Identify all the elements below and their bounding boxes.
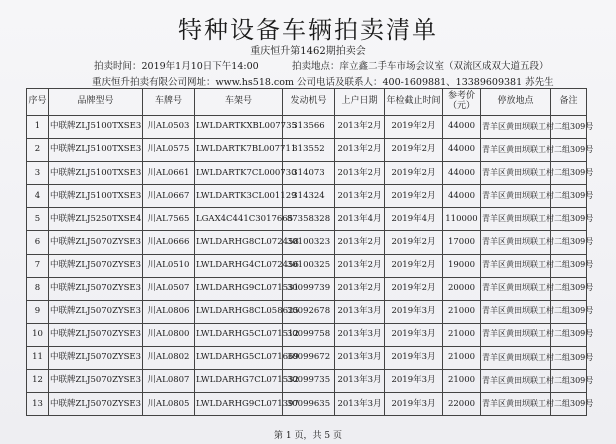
cell-vin: LWLDARHG9CL071397 [195, 393, 283, 416]
cell-vin: LGAX4C441C3017665 [195, 208, 283, 231]
cell-location: 青羊区黄田坝联工村二组309号 [481, 254, 551, 277]
cell-inspect-end: 2019年3月 [385, 393, 443, 416]
cell-inspect-end: 2019年2月 [385, 277, 443, 300]
cell-plate: 川AL0805 [143, 393, 195, 416]
cell-vin: LWLDARHG8CL072458 [195, 231, 283, 254]
cell-price: 44000 [443, 116, 481, 139]
cell-no: 1 [27, 116, 49, 139]
cell-no: 8 [27, 277, 49, 300]
cell-reg-date: 2013年3月 [335, 323, 385, 346]
table-row [27, 370, 587, 393]
cell-plate: 川AL7565 [143, 208, 195, 231]
cell-no: 4 [27, 185, 49, 208]
cell-price: 17000 [443, 231, 481, 254]
cell-vin: LWLDARTK7BL007711 [195, 139, 283, 162]
cell-reg-date: 2013年2月 [335, 162, 385, 185]
cell-model: 中联牌ZLJ5100TXSE3 [49, 116, 143, 139]
cell-no: 10 [27, 323, 49, 346]
table-row [27, 393, 587, 416]
cell-model: 中联牌ZLJ5070ZYSE3 [49, 300, 143, 323]
cell-location: 青羊区黄田坝联工村二组309号 [481, 162, 551, 185]
cell-no: 11 [27, 346, 49, 369]
cell-model: 中联牌ZLJ5250TXSE4 [49, 208, 143, 231]
cell-engine: 87358328 [283, 208, 335, 231]
auction-session: 重庆恒升第1462期拍卖会 [250, 46, 366, 57]
cell-engine: 313552 [283, 139, 335, 162]
cell-engine: 30099672 [283, 346, 335, 369]
cell-price: 21000 [443, 300, 481, 323]
cell-engine: 30099635 [283, 393, 335, 416]
cell-price: 110000 [443, 208, 481, 231]
cell-plate: 川AL0667 [143, 185, 195, 208]
table-row [27, 208, 587, 231]
cell-vin: LWLDARTK7CL000730 [195, 162, 283, 185]
cell-price: 21000 [443, 346, 481, 369]
cell-price: 22000 [443, 393, 481, 416]
cell-vin: LWLDARHG5CL071669 [195, 346, 283, 369]
cell-no: 6 [27, 231, 49, 254]
cell-vin: LWLDARHG7CL071532 [195, 370, 283, 393]
table-row [27, 346, 587, 369]
cell-no: 2 [27, 139, 49, 162]
column-header: 发动机号 [283, 89, 335, 116]
cell-price: 44000 [443, 162, 481, 185]
cell-reg-date: 2013年2月 [335, 277, 385, 300]
cell-no: 7 [27, 254, 49, 277]
cell-reg-date: 2013年2月 [335, 231, 385, 254]
cell-reg-date: 2013年2月 [335, 185, 385, 208]
cell-location: 青羊区黄田坝联工村二组309号 [481, 346, 551, 369]
table-row [27, 185, 587, 208]
column-header: 车牌号 [143, 89, 195, 116]
cell-reg-date: 2013年2月 [335, 139, 385, 162]
cell-vin: LWLDARTKXBL007735 [195, 116, 283, 139]
column-header: 上户日期 [335, 89, 385, 116]
cell-plate: 川AL0503 [143, 116, 195, 139]
cell-engine: 314324 [283, 185, 335, 208]
cell-inspect-end: 2019年2月 [385, 231, 443, 254]
cell-inspect-end: 2019年2月 [385, 139, 443, 162]
cell-location: 青羊区黄田坝联工村二组309号 [481, 370, 551, 393]
cell-reg-date: 2013年2月 [335, 254, 385, 277]
cell-no: 12 [27, 370, 49, 393]
cell-model: 中联牌ZLJ5070ZYSE3 [49, 393, 143, 416]
cell-vin: LWLDARHG4CL072456 [195, 254, 283, 277]
cell-model: 中联牌ZLJ5070ZYSE3 [49, 370, 143, 393]
cell-price: 44000 [443, 185, 481, 208]
cell-inspect-end: 2019年3月 [385, 370, 443, 393]
column-header: 年检截止时间 [385, 89, 443, 116]
cell-reg-date: 2013年3月 [335, 300, 385, 323]
table-row [27, 231, 587, 254]
auction-time: 拍卖时间：2019年1月10日下午14:00 [94, 61, 259, 72]
cell-plate: 川AL0510 [143, 254, 195, 277]
cell-price: 44000 [443, 139, 481, 162]
auction-location: 拍卖地点：庠立鑫二手车市场会议室（双流区成双大道五段） [292, 61, 549, 72]
cell-engine: 30099758 [283, 323, 335, 346]
column-header: 参考价（元） [443, 89, 481, 116]
table-row [27, 162, 587, 185]
cell-engine: 30099739 [283, 277, 335, 300]
cell-inspect-end: 2019年2月 [385, 254, 443, 277]
cell-model: 中联牌ZLJ5070ZYSE3 [49, 346, 143, 369]
column-header: 停放地点 [481, 89, 551, 116]
cell-location: 青羊区黄田坝联工村二组309号 [481, 300, 551, 323]
table-row [27, 254, 587, 277]
cell-inspect-end: 2019年4月 [385, 208, 443, 231]
cell-plate: 川AL0666 [143, 231, 195, 254]
cell-inspect-end: 2019年3月 [385, 300, 443, 323]
cell-engine: 313566 [283, 116, 335, 139]
cell-reg-date: 2013年3月 [335, 393, 385, 416]
cell-reg-date: 2013年3月 [335, 370, 385, 393]
cell-inspect-end: 2019年2月 [385, 185, 443, 208]
cell-engine: 30092678 [283, 300, 335, 323]
cell-no: 9 [27, 300, 49, 323]
cell-location: 青羊区黄田坝联工村二组309号 [481, 323, 551, 346]
cell-plate: 川AL0806 [143, 300, 195, 323]
cell-price: 21000 [443, 370, 481, 393]
cell-vin: LWLDARHG8CL058625 [195, 300, 283, 323]
cell-model: 中联牌ZLJ5070ZYSE3 [49, 254, 143, 277]
column-header: 车架号 [195, 89, 283, 116]
company-contact: 重庆恒升拍卖有限公司网址：www.hs518.com 公司电话及联系人：400-1609881、13389609381 苏先生 [92, 77, 554, 88]
cell-location: 青羊区黄田坝联工村二组309号 [481, 277, 551, 300]
cell-reg-date: 2013年4月 [335, 208, 385, 231]
cell-plate: 川AL0507 [143, 277, 195, 300]
cell-location: 青羊区黄田坝联工村二组309号 [481, 393, 551, 416]
cell-engine: 30100325 [283, 254, 335, 277]
cell-inspect-end: 2019年2月 [385, 162, 443, 185]
cell-vin: LWLDARHG5CL071512 [195, 323, 283, 346]
cell-engine: 30100323 [283, 231, 335, 254]
cell-plate: 川AL0802 [143, 346, 195, 369]
cell-engine: 30099735 [283, 370, 335, 393]
cell-no: 3 [27, 162, 49, 185]
column-header: 品牌型号 [49, 89, 143, 116]
cell-model: 中联牌ZLJ5100TXSE3 [49, 185, 143, 208]
cell-model: 中联牌ZLJ5100TXSE3 [49, 139, 143, 162]
cell-vin: LWLDARHG9CL071531 [195, 277, 283, 300]
cell-location: 青羊区黄田坝联工村二组309号 [481, 208, 551, 231]
cell-location: 青羊区黄田坝联工村二组309号 [481, 231, 551, 254]
table-row [27, 116, 587, 139]
table-row [27, 300, 587, 323]
cell-plate: 川AL0807 [143, 370, 195, 393]
cell-inspect-end: 2019年2月 [385, 116, 443, 139]
cell-plate: 川AL0575 [143, 139, 195, 162]
cell-reg-date: 2013年3月 [335, 346, 385, 369]
cell-price: 20000 [443, 277, 481, 300]
cell-engine: 314073 [283, 162, 335, 185]
vehicle-table [26, 88, 594, 416]
cell-location: 青羊区黄田坝联工村二组309号 [481, 139, 551, 162]
table-row [27, 277, 587, 300]
cell-model: 中联牌ZLJ5070ZYSE3 [49, 231, 143, 254]
cell-price: 19000 [443, 254, 481, 277]
table-row [27, 139, 587, 162]
table-body [27, 116, 594, 416]
cell-inspect-end: 2019年3月 [385, 323, 443, 346]
cell-model: 中联牌ZLJ5070ZYSE3 [49, 277, 143, 300]
cell-model: 中联牌ZLJ5070ZYSE3 [49, 323, 143, 346]
cell-model: 中联牌ZLJ5100TXSE3 [49, 162, 143, 185]
column-header: 序号 [27, 89, 49, 116]
page-number: 第 1 页，共 5 页 [274, 431, 342, 441]
cell-plate: 川AL0800 [143, 323, 195, 346]
cell-no: 13 [27, 393, 49, 416]
cell-inspect-end: 2019年3月 [385, 346, 443, 369]
cell-plate: 川AL0661 [143, 162, 195, 185]
table-row [27, 323, 587, 346]
cell-vin: LWLDARTK3CL001129 [195, 185, 283, 208]
page-title: 特种设备车辆拍卖清单 [178, 16, 438, 44]
cell-reg-date: 2013年2月 [335, 116, 385, 139]
table-header-row [27, 89, 587, 116]
cell-no: 5 [27, 208, 49, 231]
cell-price: 21000 [443, 323, 481, 346]
column-header: 备注 [551, 89, 587, 116]
cell-location: 青羊区黄田坝联工村二组309号 [481, 116, 551, 139]
cell-location: 青羊区黄田坝联工村二组309号 [481, 185, 551, 208]
